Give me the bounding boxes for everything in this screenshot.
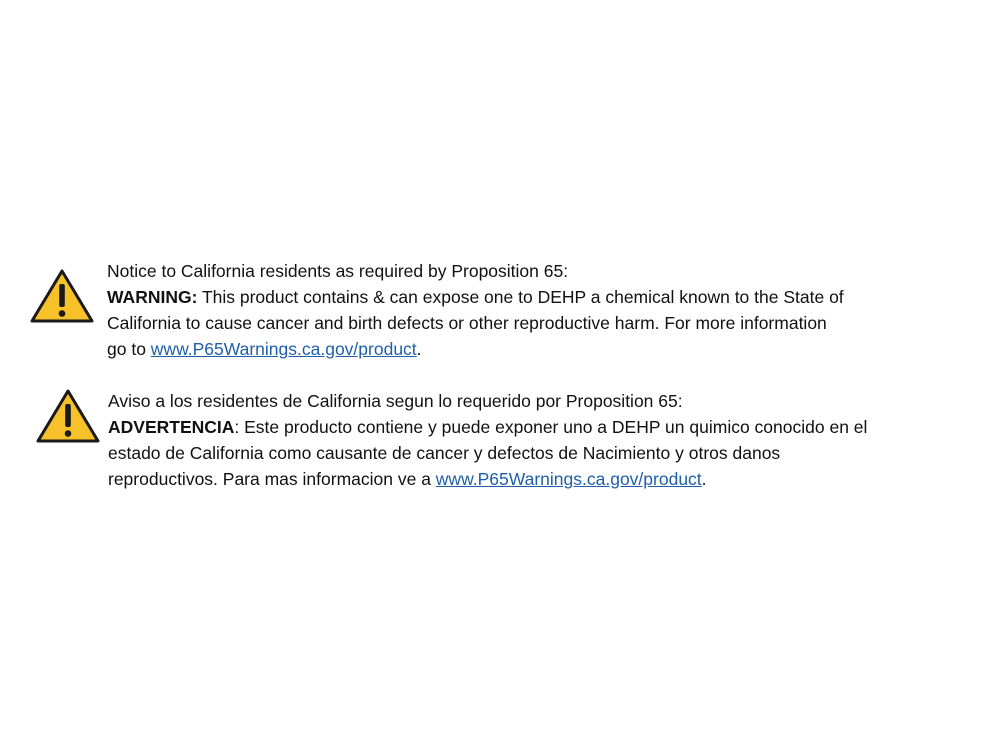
english-warning-line-3 xyxy=(107,336,977,362)
english-warning-text: This product contains & can expose one to DEHP a chemical known to the State of xyxy=(197,287,844,307)
spanish-warning-text: : Este producto contiene y puede exponer uno a DEHP un quimico conocido en el xyxy=(234,417,868,437)
warning-triangle-icon xyxy=(35,388,101,444)
english-warning-line xyxy=(107,284,977,310)
spanish-p65-link[interactable]: www.P65Warnings.ca.gov/product xyxy=(435,469,702,489)
spanish-link-suffix: . xyxy=(701,469,707,489)
english-link-prefix: go to xyxy=(107,339,151,359)
warning-triangle-icon xyxy=(29,268,95,324)
spanish-heading: Aviso a los residentes de California segun lo requerido por Proposition 65: xyxy=(108,391,683,411)
spanish-warning-label: ADVERTENCIA xyxy=(108,417,235,437)
english-warning-label: WARNING: xyxy=(107,287,198,307)
english-warning-line-2: California to cause cancer and birth defects or other reproductive harm. For more information xyxy=(107,313,827,333)
spanish-warning-line-3 xyxy=(108,466,978,492)
english-p65-link[interactable]: www.P65Warnings.ca.gov/product xyxy=(150,339,417,359)
spanish-warning-line xyxy=(108,414,978,440)
spanish-link-prefix: reproductivos. Para mas informacion ve a xyxy=(108,469,436,489)
spanish-warning-line-2: estado de California como causante de cancer y defectos de Nacimiento y otros danos xyxy=(108,443,781,463)
english-notice-text xyxy=(107,258,977,362)
english-heading: Notice to California residents as required by Proposition 65: xyxy=(107,261,569,281)
spanish-notice-text xyxy=(108,388,978,492)
english-link-suffix: . xyxy=(416,339,422,359)
